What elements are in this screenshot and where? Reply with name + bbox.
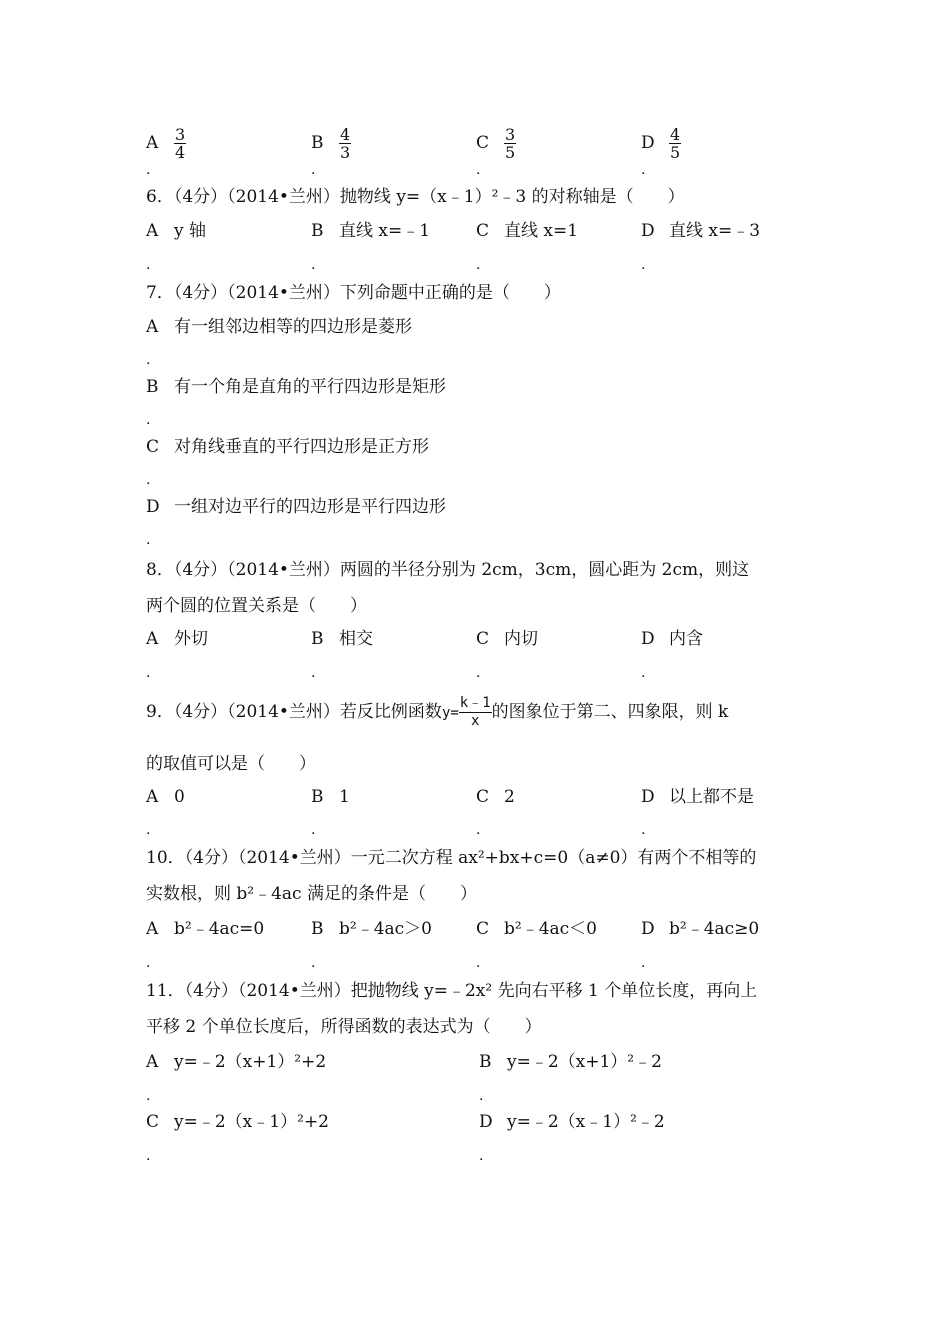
q5-option-b-fraction: $\frac{4}{3}$ [340, 125, 351, 162]
q8-option-b[interactable]: B 相交 [311, 629, 373, 649]
q6-option-c[interactable]: C 直线 x=1 [476, 221, 579, 241]
option-dot: . [146, 532, 151, 548]
q9-stem-line2: 的取值可以是（ ） [146, 754, 316, 774]
option-dot: . [146, 665, 151, 681]
q11-option-a[interactable]: A y=﹣2（x+1）²+2 [146, 1052, 327, 1072]
q11-stem-line1: 11．（4分）（2014•兰州）把抛物线 y=﹣2x² 先向右平移 1 个单位长度，再向上 [146, 981, 758, 1001]
q9-option-d[interactable]: D 以上都不是 [641, 787, 754, 807]
option-dot: . [146, 472, 151, 488]
option-dot: . [146, 412, 151, 428]
q5-option-a-fraction: $\frac{3}{4}$ [175, 125, 186, 162]
option-dot: . [146, 257, 151, 273]
q7-option-a[interactable]: A 有一组邻边相等的四边形是菱形 [146, 317, 412, 337]
q10-stem-line1: 10．（4分）（2014•兰州）一元二次方程 ax²+bx+c=0（a≠0）有两个不相等的 [146, 848, 757, 868]
option-dot: . [476, 665, 481, 681]
option-dot: . [146, 822, 151, 838]
option-dot: . [476, 257, 481, 273]
option-dot: . [641, 955, 646, 971]
q5-option-b[interactable]: B $\frac{4}{3}$ [311, 125, 351, 162]
option-dot: . [311, 162, 316, 178]
option-dot: . [476, 822, 481, 838]
q11-option-c[interactable]: C y=﹣2（x﹣1）²+2 [146, 1112, 329, 1132]
q11-stem-line2: 平移 2 个单位长度后，所得函数的表达式为（ ） [146, 1017, 542, 1037]
q5-option-c[interactable]: C $\frac{3}{5}$ [476, 125, 516, 162]
option-dot: . [641, 665, 646, 681]
option-dot: . [146, 955, 151, 971]
option-dot: . [479, 1148, 484, 1164]
q5-option-d[interactable]: D $\frac{4}{5}$ [641, 125, 681, 162]
option-dot: . [641, 162, 646, 178]
option-dot: . [479, 1088, 484, 1104]
q11-option-d[interactable]: D y=﹣2（x﹣1）²﹣2 [479, 1112, 665, 1132]
q5-option-a[interactable]: A $\frac{3}{4}$ [146, 125, 186, 162]
q8-stem-line1: 8．（4分）（2014•兰州）两圆的半径分别为 2cm，3cm，圆心距为 2cm，则这 [146, 560, 750, 580]
option-dot: . [311, 822, 316, 838]
q10-option-d[interactable]: D b²﹣4ac≥0 [641, 919, 760, 939]
q6-option-a[interactable]: A y 轴 [146, 221, 207, 241]
q10-option-a[interactable]: A b²﹣4ac=0 [146, 919, 265, 939]
q9-stem-line1: 9．（4分）（2014•兰州）若反比例函数y= $\frac{k﹣1}{x}$ 的图象位于第二、四象限，则 k [146, 695, 729, 729]
q8-option-c[interactable]: C 内切 [476, 629, 538, 649]
q6-option-d[interactable]: D 直线 x=﹣3 [641, 221, 761, 241]
q8-option-d[interactable]: D 内含 [641, 629, 703, 649]
q6-stem: 6．（4分）（2014•兰州）抛物线 y=（x﹣1）²﹣3 的对称轴是（ ） [146, 187, 685, 207]
option-dot: . [311, 955, 316, 971]
q5-option-d-fraction: $\frac{4}{5}$ [670, 125, 681, 162]
q7-option-b[interactable]: B 有一个角是直角的平行四边形是矩形 [146, 377, 446, 397]
q10-option-b[interactable]: B b²﹣4ac＞0 [311, 919, 432, 939]
q9-option-b[interactable]: B 1 [311, 787, 350, 807]
q8-option-a[interactable]: A 外切 [146, 629, 208, 649]
option-dot: . [641, 257, 646, 273]
option-dot: . [641, 822, 646, 838]
option-dot: . [476, 955, 481, 971]
q9-function: y= $\frac{k﹣1}{x}$ [441, 695, 491, 729]
option-dot: . [311, 665, 316, 681]
q8-stem-line2: 两个圆的位置关系是（ ） [146, 596, 367, 616]
q7-option-c[interactable]: C 对角线垂直的平行四边形是正方形 [146, 437, 429, 457]
option-dot: . [476, 162, 481, 178]
q7-stem: 7．（4分）（2014•兰州）下列命题中正确的是（ ） [146, 283, 561, 303]
q9-option-a[interactable]: A 0 [146, 787, 185, 807]
q6-option-b[interactable]: B 直线 x=﹣1 [311, 221, 431, 241]
option-dot: . [311, 257, 316, 273]
q7-option-d[interactable]: D 一组对边平行的四边形是平行四边形 [146, 497, 446, 517]
q9-option-c[interactable]: C 2 [476, 787, 515, 807]
option-dot: . [146, 1088, 151, 1104]
option-dot: . [146, 352, 151, 368]
option-dot: . [146, 1148, 151, 1164]
q11-option-b[interactable]: B y=﹣2（x+1）²﹣2 [479, 1052, 662, 1072]
q5-option-c-fraction: $\frac{3}{5}$ [505, 125, 516, 162]
q10-stem-line2: 实数根，则 b²﹣4ac 满足的条件是（ ） [146, 884, 477, 904]
q10-option-c[interactable]: C b²﹣4ac＜0 [476, 919, 597, 939]
option-dot: . [146, 162, 151, 178]
